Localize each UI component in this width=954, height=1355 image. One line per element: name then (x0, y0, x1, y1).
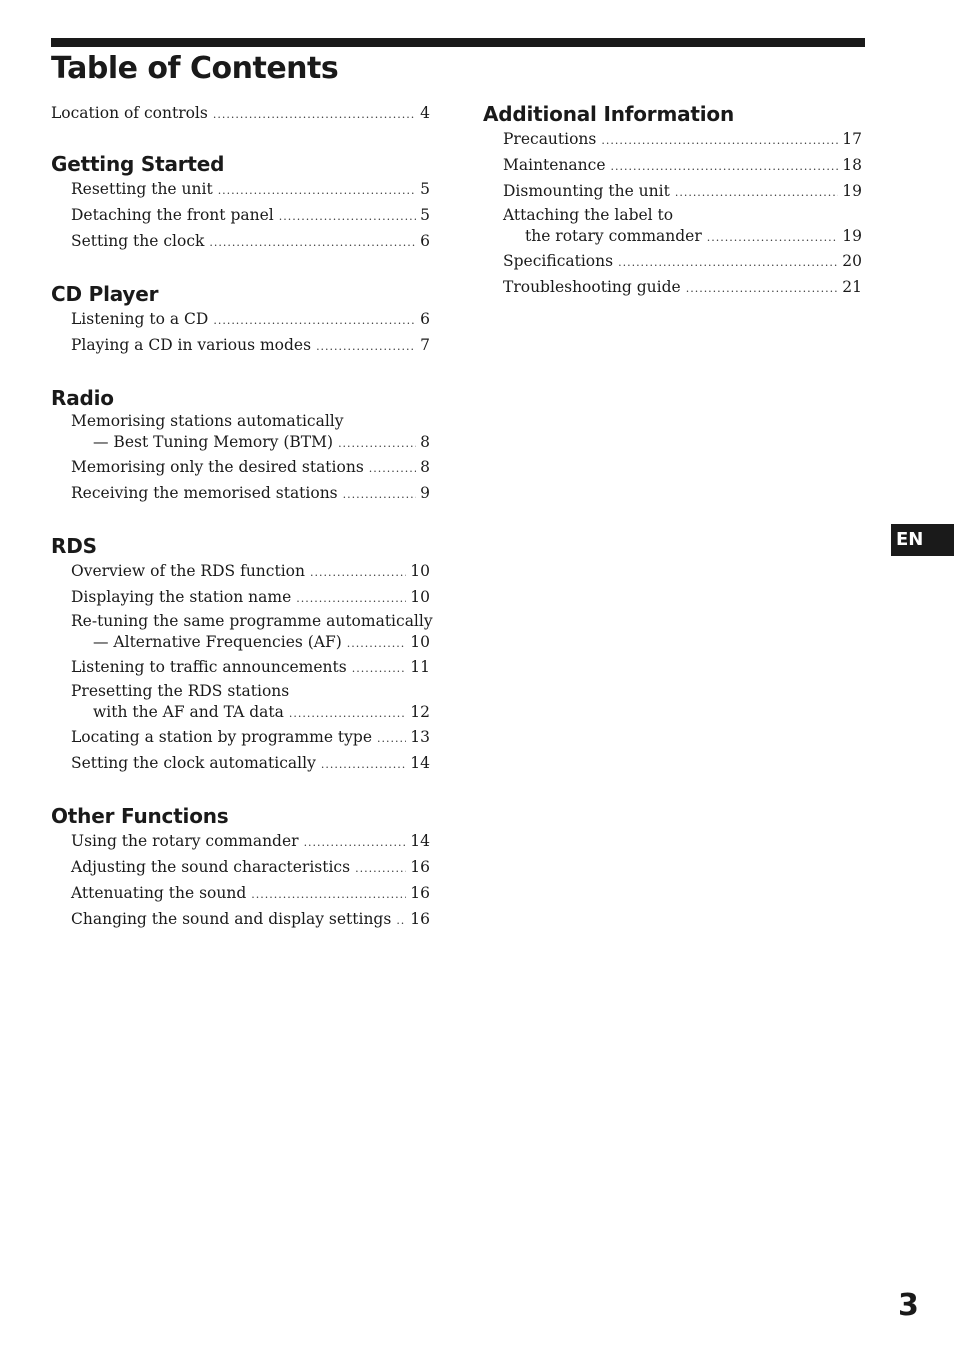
toc-entry[interactable]: Setting the clock automatically ..... 14 (51, 751, 430, 777)
toc-entry[interactable]: Changing the sound and display settings ..... 16 (51, 907, 430, 933)
section-heading: Getting Started (51, 152, 225, 176)
section-other-functions (51, 803, 430, 933)
toc-entry[interactable]: Displaying the station name ..... 10 (51, 585, 430, 611)
toc-entry[interactable]: Playing a CD in various modes ..... 7 (51, 333, 430, 359)
toc-entry[interactable]: Precautions ..... 17 (483, 127, 862, 153)
toc-entry-location-of-controls[interactable]: Location of controls ..... 4 (51, 101, 430, 127)
toc-entry[interactable]: Setting the clock ..... 6 (51, 229, 430, 255)
page-number: 3 (898, 1288, 919, 1323)
toc-entry[interactable]: Troubleshooting guide ..... 21 (483, 275, 862, 301)
top-rule (51, 38, 865, 47)
toc-entry[interactable]: Specifications ..... 20 (483, 249, 862, 275)
section-heading: Additional Information (483, 102, 734, 126)
section-radio (51, 385, 430, 507)
toc-right-column (483, 101, 862, 301)
toc-entry[interactable]: Locating a station by programme type ..... 13 (51, 725, 430, 751)
section-getting-started (51, 151, 430, 255)
toc-entry[interactable]: Using the rotary commander ..... 14 (51, 829, 430, 855)
section-additional-information (483, 101, 862, 301)
toc-entry[interactable]: Overview of the RDS function ..... 10 (51, 559, 430, 585)
toc-entry-multiline[interactable]: Attaching the label to the rotary commander ..... 19 (483, 205, 862, 249)
toc-entry-multiline[interactable]: Memorising stations automatically — Best Tuning Memory (BTM) ..... 8 (51, 411, 430, 455)
toc-entry[interactable]: Listening to traffic announcements ..... 11 (51, 655, 430, 681)
toc-entry-multiline[interactable]: Re-tuning the same programme automatically — Alternative Frequencies (AF) ..... 10 (51, 611, 430, 655)
page-title: Table of Contents (51, 51, 339, 86)
toc-entry[interactable]: Memorising only the desired stations ..... 8 (51, 455, 430, 481)
language-tab: EN (891, 524, 954, 556)
toc-entry[interactable]: Adjusting the sound characteristics ..... 16 (51, 855, 430, 881)
section-heading: RDS (51, 534, 97, 558)
toc-entry[interactable]: Resetting the unit ..... 5 (51, 177, 430, 203)
toc-left-column (51, 101, 433, 933)
toc-entry[interactable]: Listening to a CD ..... 6 (51, 307, 430, 333)
section-rds (51, 533, 433, 777)
toc-entry[interactable]: Maintenance ..... 18 (483, 153, 862, 179)
toc-entry[interactable]: Receiving the memorised stations ..... 9 (51, 481, 430, 507)
section-cd-player (51, 281, 430, 359)
toc-entry[interactable]: Detaching the front panel ..... 5 (51, 203, 430, 229)
toc-entry-multiline[interactable]: Presetting the RDS stations with the AF and TA data ..... 12 (51, 681, 430, 725)
section-heading: Radio (51, 386, 114, 410)
toc-entry[interactable]: Dismounting the unit ..... 19 (483, 179, 862, 205)
section-heading: Other Functions (51, 804, 229, 828)
toc-entry[interactable]: Attenuating the sound ..... 16 (51, 881, 430, 907)
section-heading: CD Player (51, 282, 159, 306)
